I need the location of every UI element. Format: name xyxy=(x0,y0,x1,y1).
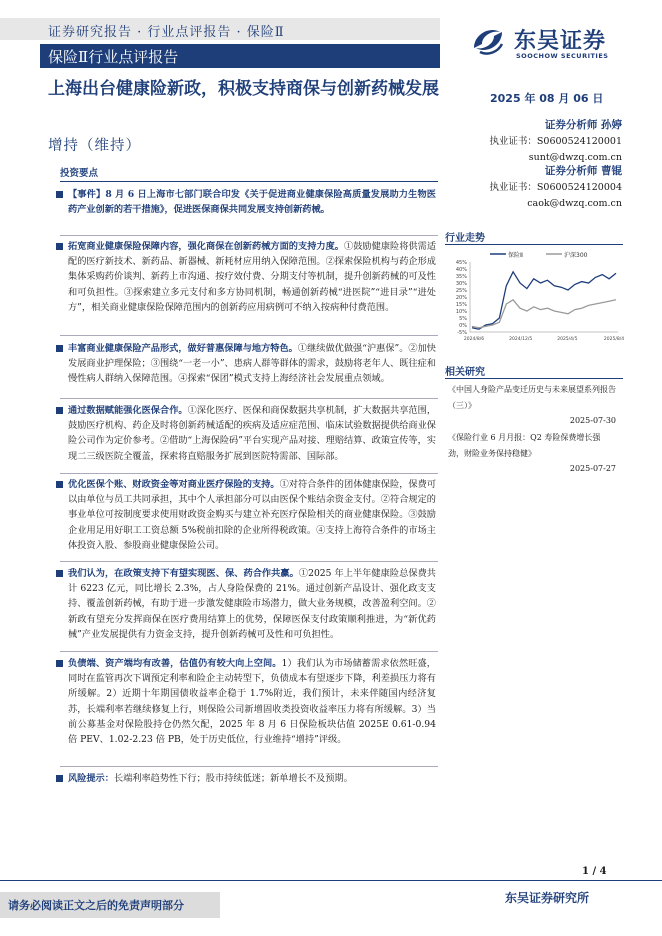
section-divider xyxy=(60,651,438,652)
y-tick-label: 5% xyxy=(459,316,467,322)
bullet-lead: 负债端、资产端均有改善，估值仍有较大向上空间。 xyxy=(68,658,282,669)
bullet-lead: 风险提示： xyxy=(68,773,114,784)
invest-bullet xyxy=(56,566,436,642)
bullet-square-icon xyxy=(56,345,63,352)
invest-bullet xyxy=(56,403,436,464)
trend-heading: 行业走势 xyxy=(445,233,485,244)
logo-chinese-name: 东吴证券 xyxy=(514,29,607,54)
analyst-cert: 执业证书：S0600524120004 xyxy=(489,182,622,193)
disclaimer-bar xyxy=(0,892,220,918)
bullet-lead: 丰富商业健康保险产品形式，做好普惠保障与地方特色。 xyxy=(68,343,298,354)
related-title: 《中国人身险产品变迁历史与未来展望系列报告（三）》 xyxy=(448,385,616,410)
x-axis-ticks xyxy=(464,336,624,342)
bullet-body: ①对符合条件的团体健康保险，保费可以由单位与员工共同承担，其中个人承担部分可以由医保个账结余资金支付。②符合规定的事业单位可按制度要求使用财政资金购买与建立补充医疗保险相关的商业健康保险。③鼓励企业用足用好职工工资总额 5%税前扣除的企业所得税政策。④支持上海符合条件的市场主体投资入股、参股商业健康保险公司。 xyxy=(68,479,437,551)
section-divider xyxy=(60,335,438,336)
bullet-square-icon xyxy=(56,775,63,782)
report-title: 上海出台健康险新政，积极支持商保与创新药械发展 xyxy=(48,79,439,99)
invest-bullet xyxy=(56,656,436,747)
bullet-lead: 拓宽商业健康保险保障内容，强化商保在创新药械方面的支持力度。 xyxy=(68,241,345,252)
section-divider xyxy=(60,766,438,767)
section-divider xyxy=(60,235,438,236)
x-tick-label: 2024/12/5 xyxy=(509,337,533,342)
invest-heading: 投资要点 xyxy=(60,168,99,179)
bullet-lead: 【事件】8 月 6 日上海市七部门联合印发《关于促进商业健康保险高质量发展助力生物医药产业创新的若干措施》，促进医保商保共同发展支持创新药械。 xyxy=(68,189,436,216)
analyst-block-1 xyxy=(489,118,622,165)
bullet-body: ①鼓励健康险将供需适配的医疗新技术、新药品、新器械、新耗材应用纳入保障范围。②探索保险机构与药企形成集体采购药价谈判、新药上市沟通、按疗效付费、分期支付等机制，提升创新药械的可及性和可负担性。③探索建立多元支付和多方协同机制，畅通创新药械“进医院”“进目录”“进处方”，相关商业健康保险保障范围内的创新药应用病例可不纳入按病种付费范围。 xyxy=(68,241,437,313)
related-heading: 相关研究 xyxy=(445,367,485,378)
section-divider xyxy=(60,561,438,562)
report-date: 2025 年 08 月 06 日 xyxy=(490,92,604,105)
page-number: 1 / 4 xyxy=(582,866,607,877)
y-tick-label: 15% xyxy=(455,302,467,308)
report-category-text: 保险Ⅱ行业点评报告 xyxy=(48,48,179,66)
y-tick-label: 10% xyxy=(455,309,467,315)
y-tick-label: -5% xyxy=(457,330,467,336)
report-type-text: 证券研究报告 · 行业点评报告 · 保险Ⅱ xyxy=(48,25,285,40)
x-tick-label: 2025/4/5 xyxy=(557,337,578,342)
related-item[interactable] xyxy=(448,430,616,477)
y-tick-label: 35% xyxy=(455,274,467,280)
invest-bullet xyxy=(56,239,436,315)
y-tick-label: 0% xyxy=(459,323,467,329)
bullet-square-icon xyxy=(56,481,63,488)
section-divider xyxy=(60,398,438,399)
report-category-banner xyxy=(40,44,440,68)
trend-chart xyxy=(446,248,625,344)
invest-bullet xyxy=(56,187,436,217)
trend-divider xyxy=(445,244,623,245)
rating: 增持（维持） xyxy=(48,138,141,154)
analyst-email[interactable]: caok@dwzq.com.cn xyxy=(527,198,622,209)
bullet-body: 1）我们认为市场储蓄需求依然旺盛，同时在监管再次下调预定利率和险企主动转型下，负债成本有望逐步下降，利差损压力将有所缓解。2）近期十年期国债收益率企稳于 1.7%附近，我们预计，未来伴随国内经济复苏，长端利率若继续修复上行，则保险公司新增固收类投资收益率压力将有所缓解。3）当前公募基金对保险股持仓仍然欠配，2025 年 8 月 6 日保险板块估值 2025E 0.61-0.94 倍 PEV、1.02-2.23 倍 PB，处于历史低位，行业维持“增持”评级。 xyxy=(68,658,436,746)
bullet-square-icon xyxy=(56,243,63,250)
invest-bullet xyxy=(56,477,436,553)
y-axis-ticks xyxy=(456,260,467,336)
disclaimer-text: 请务必阅读正文之后的免责声明部分 xyxy=(8,899,184,912)
related-date: 2025-07-27 xyxy=(569,464,616,473)
bullet-square-icon xyxy=(56,570,63,577)
related-divider xyxy=(445,378,623,379)
bullet-body: 长端利率趋势性下行；股市持续低迷；新单增长不及预期。 xyxy=(113,773,353,784)
related-title: 《保险行业 6 月月报：Q2 寿险保费增长强劲，财险业务保持稳健》 xyxy=(448,433,601,458)
series-line-a xyxy=(472,272,616,329)
company-logo xyxy=(470,22,620,66)
bullet-lead: 优化医保个账、财政资金等对商业医疗保险的支持。 xyxy=(68,479,280,490)
bullet-lead: 通过数据赋能强化医保合作。 xyxy=(68,405,188,416)
y-tick-label: 20% xyxy=(455,295,467,301)
analyst-block-2 xyxy=(489,164,622,211)
analyst-name: 证券分析师 孙婷 xyxy=(544,119,622,131)
related-item[interactable] xyxy=(448,382,616,429)
bullet-body: ①深化医疗、医保和商保数据共享机制，扩大数据共享范围，鼓励医疗机构、药企及时将创新药械适配的疾病及适应症范围、临床试验数据提供给商业保险公司作为定价参考。②借助“上海保险码”平台实现产品对接、理赔结算、政策宣传等，实现二三级医院全覆盖，探索将直赔服务扩展到医院特需部、国际部。 xyxy=(68,405,437,462)
legend-label-b: 沪深300 xyxy=(564,252,588,259)
analyst-name: 证券分析师 曹锟 xyxy=(544,165,622,177)
legend-label-a: 保险Ⅱ xyxy=(508,252,523,259)
invest-divider xyxy=(60,181,438,182)
y-tick-label: 25% xyxy=(455,288,467,294)
bullet-square-icon xyxy=(56,191,63,198)
y-tick-label: 45% xyxy=(455,260,467,266)
report-type-bar xyxy=(0,18,440,40)
x-tick-label: 2024/8/6 xyxy=(463,337,485,342)
bullet-body: ①继续做优做强“沪惠保”。②加快发展商业护理保险；③围绕“一老一小”、患病人群等群体的需求，鼓励将老年人、既往症和慢性病人群纳入保障范围。④探索“保团”模式支持上海经济社会发展重点领域。 xyxy=(68,343,436,385)
bullet-lead: 我们认为，在政策支持下有望实现医、保、药合作共赢。 xyxy=(68,568,299,579)
bullet-square-icon xyxy=(56,660,63,667)
logo-mark-icon xyxy=(470,22,506,58)
related-date: 2025-07-30 xyxy=(569,416,616,425)
bullet-square-icon xyxy=(56,407,63,414)
chart-legend xyxy=(490,251,588,259)
section-divider xyxy=(60,473,438,474)
invest-bullet xyxy=(56,771,436,786)
x-tick-label: 2025/8/4 xyxy=(603,337,625,342)
bullet-body: ①2025 年上半年健康险总保费共计 6223 亿元，同比增长 2.3%，占人身险保费的 21%。通过创新产品设计、强化政支支持、覆盖创新药械，有助于进一步激发健康险市场潜力，做大业务规模，改善盈利空间。②新政有望充分发挥商保在医疗费用结算上的优势，保障医保支付政策顺利推进，为“新优药械”产业发展提供有力资金支持，提升创新药械可及性和可负担性。 xyxy=(68,568,436,640)
y-tick-label: 40% xyxy=(455,267,467,273)
invest-bullet xyxy=(56,341,436,387)
footer-divider xyxy=(0,880,662,881)
analyst-email[interactable]: sunt@dwzq.com.cn xyxy=(528,152,622,163)
y-tick-label: 30% xyxy=(455,281,467,287)
analyst-cert: 执业证书：S0600524120001 xyxy=(489,136,622,147)
institute-name: 东吴证券研究所 xyxy=(505,891,590,905)
logo-english-name: SOOCHOW SECURITIES xyxy=(516,52,609,60)
